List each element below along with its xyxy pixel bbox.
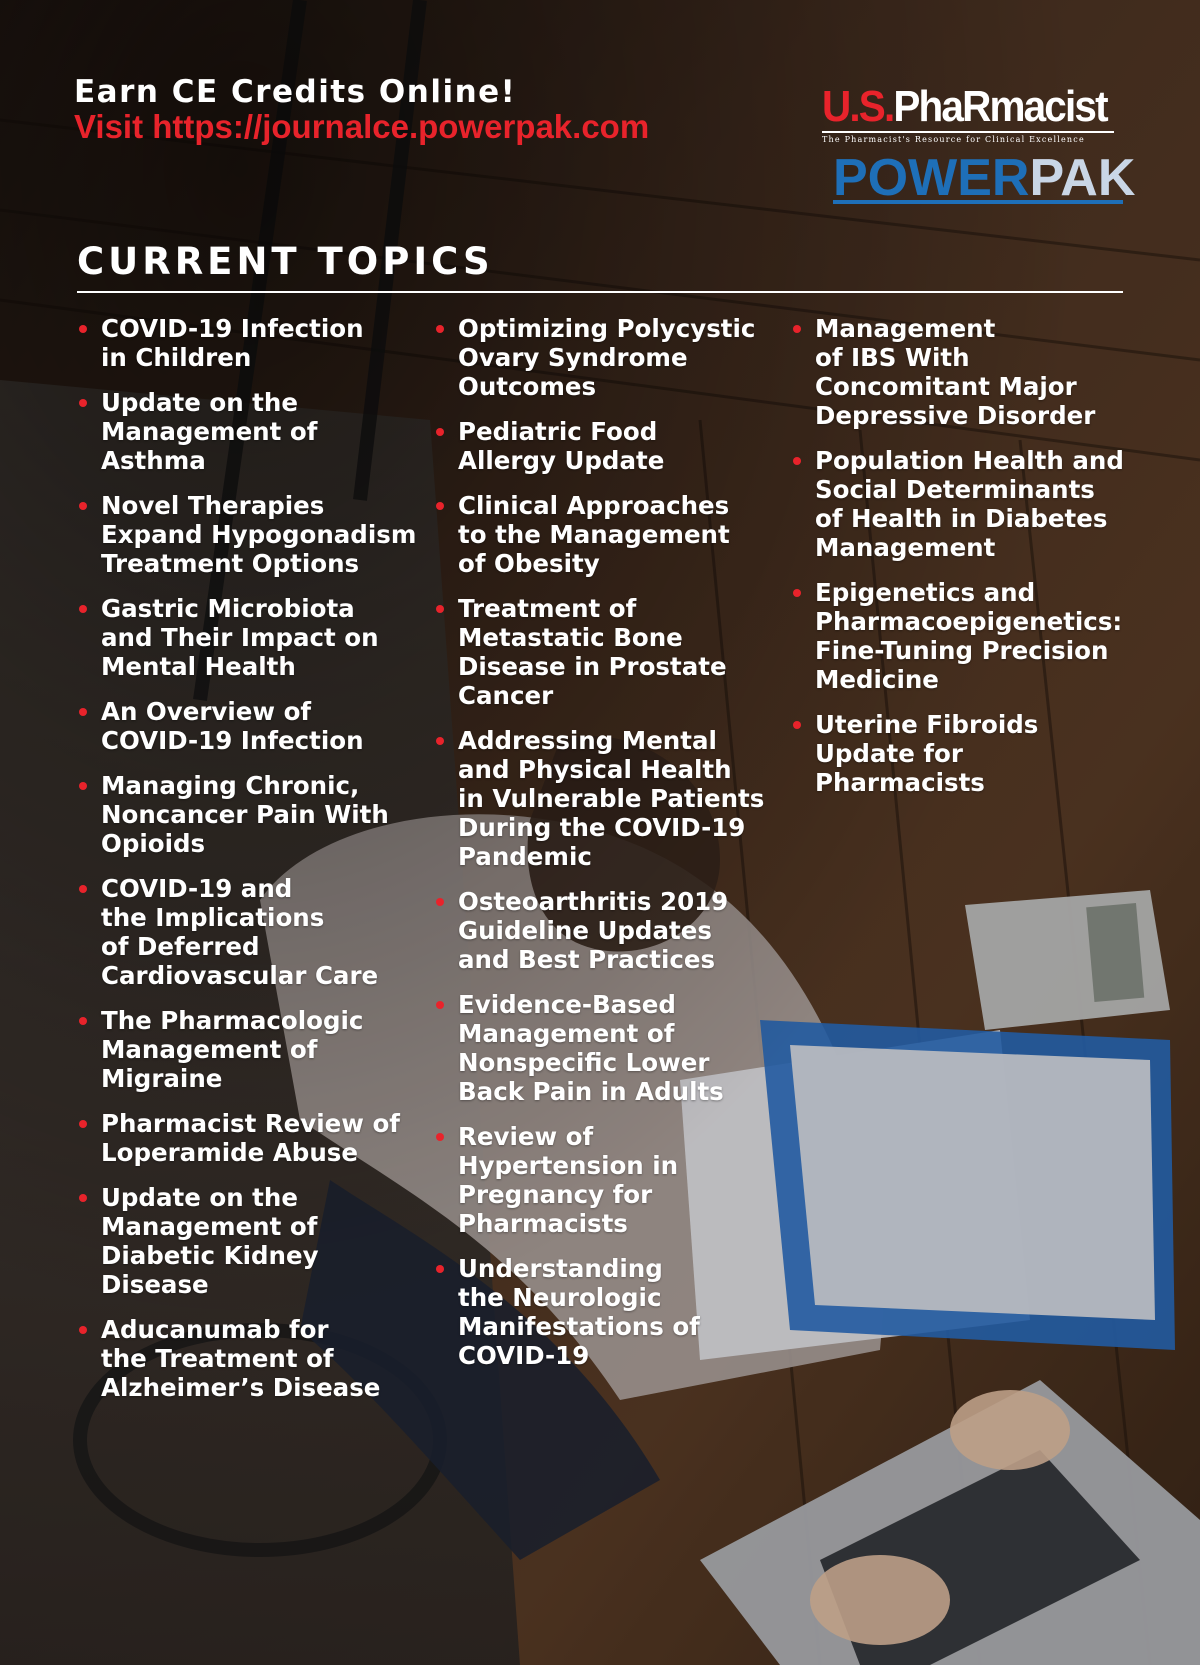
topic-item[interactable]	[435, 726, 775, 871]
topic-item[interactable]	[78, 1006, 418, 1093]
section-title: CURRENT TOPICS	[77, 240, 494, 283]
bullet-icon	[793, 589, 801, 597]
bullet-icon	[79, 782, 87, 790]
topic-item[interactable]	[78, 388, 418, 475]
bullet-icon	[793, 325, 801, 333]
bullet-icon	[79, 399, 87, 407]
topic-item[interactable]	[78, 314, 418, 372]
topic-title: Update on the Management of Asthma	[101, 388, 318, 475]
topic-title: The Pharmacologic Management of Migraine	[101, 1006, 364, 1093]
headline	[74, 74, 649, 146]
topic-title: Understanding the Neurologic Manifestations of COVID-19	[458, 1254, 700, 1370]
topic-title: Pharmacist Review of Loperamide Abuse	[101, 1109, 400, 1167]
topic-item[interactable]	[78, 771, 418, 858]
topic-title: Epigenetics and Pharmacoepigenetics: Fine-Tuning Precision Medicine	[815, 578, 1123, 694]
bullet-icon	[436, 1265, 444, 1273]
us-pharmacist-tagline: The Pharmacist's Resource for Clinical Excellence	[822, 135, 1085, 144]
topic-item[interactable]	[435, 594, 775, 710]
bullet-icon	[79, 1017, 87, 1025]
bullet-icon	[79, 1194, 87, 1202]
topic-title: Clinical Approaches to the Management of Obesity	[458, 491, 730, 578]
us-pharmacist-logo-name: PhaRmacist	[893, 82, 1107, 131]
topics-column-3	[792, 314, 1132, 813]
us-pharmacist-logo-rule	[822, 131, 1114, 133]
topic-item[interactable]	[792, 578, 1132, 694]
topic-title: Population Health and Social Determinants of Health in Diabetes Management	[815, 446, 1124, 562]
bullet-icon	[436, 502, 444, 510]
topic-item[interactable]	[78, 874, 418, 990]
section-divider	[77, 291, 1123, 293]
topic-title: Novel Therapies Expand Hypogonadism Treatment Options	[101, 491, 417, 578]
headline-earn-ce: Earn CE Credits Online!	[74, 74, 517, 110]
powerpak-logo-power: POWER	[833, 149, 1030, 207]
topic-title: Uterine Fibroids Update for Pharmacists	[815, 710, 1039, 797]
bullet-icon	[79, 325, 87, 333]
topic-title: An Overview of COVID-19 Infection	[101, 697, 364, 755]
topic-title: Pediatric Food Allergy Update	[458, 417, 665, 475]
bullet-icon	[436, 737, 444, 745]
topics-column-2	[435, 314, 775, 1386]
bullet-icon	[79, 885, 87, 893]
topic-item[interactable]	[435, 314, 775, 401]
topic-item[interactable]	[78, 1109, 418, 1167]
headline-visit-url[interactable]: Visit https://journalce.powerpak.com	[74, 108, 650, 145]
topic-title: Update on the Management of Diabetic Kidney Disease	[101, 1183, 319, 1299]
topic-title: Review of Hypertension in Pregnancy for Pharmacists	[458, 1122, 679, 1238]
topic-item[interactable]	[792, 446, 1132, 562]
bullet-icon	[79, 1326, 87, 1334]
topic-item[interactable]	[78, 491, 418, 578]
topic-title: Gastric Microbiota and Their Impact on Mental Health	[101, 594, 379, 681]
topic-item[interactable]	[78, 594, 418, 681]
topic-title: Optimizing Polycystic Ovary Syndrome Outcomes	[458, 314, 756, 401]
topics-column-1	[78, 314, 418, 1418]
topic-item[interactable]	[435, 1254, 775, 1370]
bullet-icon	[79, 1120, 87, 1128]
topic-title: Osteoarthritis 2019 Guideline Updates and Best Practices	[458, 887, 729, 974]
topic-item[interactable]	[792, 710, 1132, 797]
topic-title: Treatment of Metastatic Bone Disease in Prostate Cancer	[458, 594, 727, 710]
bullet-icon	[436, 428, 444, 436]
topic-title: Managing Chronic, Noncancer Pain With Opioids	[101, 771, 389, 858]
topic-title: COVID-19 Infection in Children	[101, 314, 364, 372]
topic-title: Aducanumab for the Treatment of Alzheimer’s Disease	[101, 1315, 381, 1402]
bullet-icon	[793, 457, 801, 465]
bullet-icon	[793, 721, 801, 729]
topic-item[interactable]	[435, 887, 775, 974]
powerpak-logo-pak: PAK	[1029, 149, 1136, 207]
topic-item[interactable]	[435, 1122, 775, 1238]
bullet-icon	[79, 502, 87, 510]
topic-title: Addressing Mental and Physical Health in Vulnerable Patients During the COVID-19 Pandemic	[458, 726, 765, 871]
bullet-icon	[436, 898, 444, 906]
topic-item[interactable]	[792, 314, 1132, 430]
us-pharmacist-logo	[822, 84, 1117, 144]
bullet-icon	[436, 325, 444, 333]
bullet-icon	[436, 1001, 444, 1009]
topic-item[interactable]	[435, 417, 775, 475]
bullet-icon	[436, 605, 444, 613]
bullet-icon	[79, 708, 87, 716]
topic-item[interactable]	[78, 697, 418, 755]
topic-item[interactable]	[78, 1183, 418, 1299]
us-pharmacist-logo-us: U.S.	[822, 82, 894, 131]
topic-item[interactable]	[435, 491, 775, 578]
powerpak-logo	[833, 149, 1136, 207]
topic-title: Management of IBS With Concomitant Major Depressive Disorder	[815, 314, 1096, 430]
bullet-icon	[436, 1133, 444, 1141]
topic-item[interactable]	[78, 1315, 418, 1402]
topic-item[interactable]	[435, 990, 775, 1106]
topic-title: COVID-19 and the Implications of Deferred Cardiovascular Care	[101, 874, 379, 990]
topic-title: Evidence-Based Management of Nonspecific Lower Back Pain in Adults	[458, 990, 724, 1106]
bullet-icon	[79, 605, 87, 613]
